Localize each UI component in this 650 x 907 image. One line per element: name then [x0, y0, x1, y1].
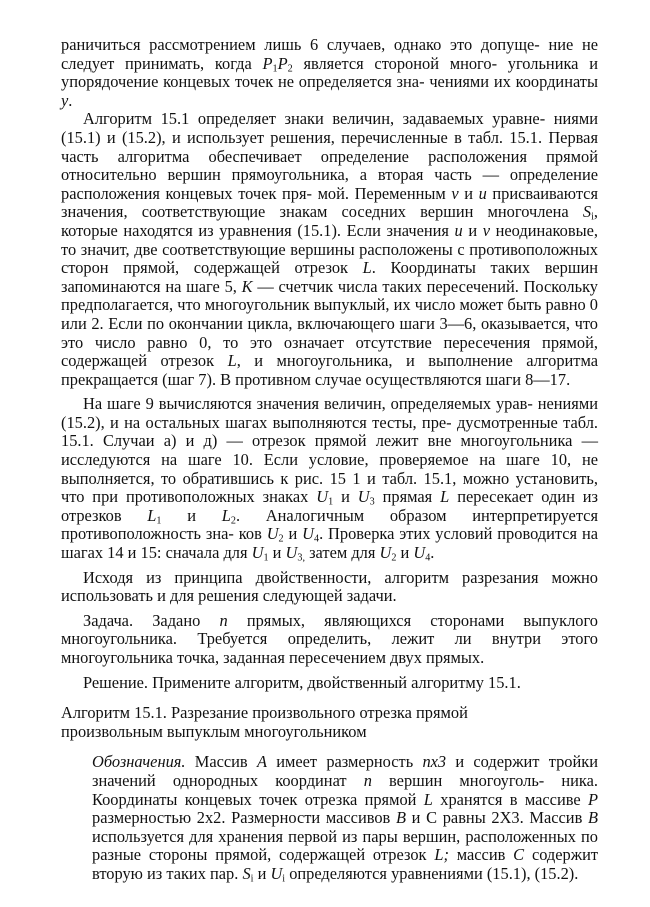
subscript-index: i — [282, 873, 286, 885]
italic-symbol: L — [362, 258, 372, 278]
italic-symbol: K — [241, 276, 253, 296]
italic-symbol: P — [262, 53, 273, 73]
italic-symbol: L — [227, 351, 237, 371]
subscript-index: 3, — [297, 552, 305, 564]
italic-symbol: S — [582, 202, 592, 222]
subscript-index: i — [591, 211, 594, 223]
paragraph-continuation: раничиться рассмотрением лишь 6 случаев, однако это допуще- ние не следует принимать, когда $P_1P_2$ является стороной много- угольника и упорядочение концевых точек не определяется зна- чениями их координаты y. — [61, 35, 598, 110]
italic-symbol: U — [251, 543, 264, 563]
subscript-index: 1 — [328, 496, 334, 508]
subscript-index: i — [250, 873, 254, 885]
italic-symbol: A — [256, 752, 267, 772]
italic-symbol: U — [270, 863, 283, 883]
subscript-index: 1 — [263, 552, 269, 564]
subscript-index: 1 — [156, 515, 162, 527]
subscript-index: 4 — [314, 533, 320, 545]
subscript-index: 2 — [278, 533, 284, 545]
italic-symbol: C — [513, 845, 525, 865]
italic-symbol: n — [363, 770, 372, 790]
italic-symbol: P — [588, 789, 599, 809]
italic-symbol: L — [423, 789, 433, 809]
subscript-index: 4 — [425, 552, 431, 564]
italic-symbol: nx3 — [422, 752, 447, 772]
italic-symbol: U — [379, 543, 392, 563]
body-text — [61, 36, 598, 692]
italic-symbol: y — [61, 90, 69, 110]
italic-symbol: Обозначения. — [92, 752, 186, 772]
paragraph-duality: Исходя из принципа двойственности, алгоритм разрезания можно использовать и для решения следующей задачи. — [61, 567, 598, 606]
italic-symbol: S — [242, 863, 251, 883]
paragraph-algorithm-description: Алгоритм 15.1 определяет знаки величин, задаваемых уравне- ниями (15.1) и (15.2), и использует решения, перечисленные в табл. 15.1. Первая часть алгоритма обеспечивает определение расположения прямой относительно вершин прямоугольника, а вторая часть — определение расположения концевых точек пря- мой. Переменным v и u присваиваются значения, соответствующие знакам соседних вершин многочлена $S_i$, которые находятся из уравнения (15.1). Если значения u и v неодинаковые, то значит, две соответствующие вершины расположены с противоположных сторон прямой, содержащей отрезок L. Координаты таких вершин запоминаются на шаге 5, K — счетчик числа таких пересечений. Поскольку предполагается, что многоугольник выпуклый, их число может быть равно 0 или 2. Если по окончании цикла, включающего шаги 3—6, оказывается, что это число равно 0, то это означает отсутствие пересечения прямой, содержащей отрезок L, и многоугольника, и выполнение алгоритма прекращается (шаг 7). В противном случае осуществляются шаги 8—17. — [61, 109, 598, 389]
caption-line-1: Алгоритм 15.1. Разрезание произвольного отрезка прямой — [61, 703, 468, 723]
paragraph-step-nine: На шаге 9 вычисляются значения величин, определяемых урав- нениями (15.2), и на остальных шагах выполняются тесты, пре- дусмотренные табл. 15.1. Случаи а) и д) — отрезок прямой лежит вне многоугольника — исследуются на шаге 10. Если условие, проверяемое на шаге 10, не выполняется, то обратившись к рис. 15 1 и табл. 15.1, можно установить, что при противоположных знаках $U_1$ и $U_3$ прямая L пересекает один из отрезков $L_1$ и $L_2$. Аналогичным образом интерпретируется противоположность зна- ков $U_2$ и $U_4$. Проверка этих условий проводится на шагах 14 и 15: сначала для $U_1$ и $U_{3,}$ затем для $U_2$ и $U_4$. — [61, 394, 599, 564]
paragraph-solution: Решение. Примените алгоритм, двойственный алгоритму 15.1. — [83, 672, 521, 692]
subscript-index: 2 — [230, 515, 236, 527]
italic-symbol: L; — [434, 845, 449, 865]
italic-symbol: U — [357, 487, 370, 507]
italic-symbol: n — [219, 610, 228, 630]
italic-symbol: B — [395, 808, 406, 828]
italic-symbol: L — [221, 505, 231, 525]
italic-symbol: u — [478, 183, 487, 203]
algorithm-caption — [61, 704, 598, 741]
italic-symbol: U — [302, 524, 314, 544]
italic-symbol: U — [266, 524, 279, 544]
subscript-index: 2 — [287, 63, 293, 75]
italic-symbol: P — [277, 53, 288, 73]
paragraph-problem: Задача. Задано n прямых, являющихся сторонами выпуклого многоугольника. Требуется определить, лежит ли внутри этого многоугольника точка, заданная пересечением двух прямых. — [61, 610, 598, 667]
subscript-index: 2 — [391, 552, 397, 564]
italic-symbol: U — [285, 543, 298, 563]
notation-paragraph: Обозначения. Массив A имеет размерность nx3 и содержит тройки значений однородных координат n вершин многоуголь- ника. Координаты концевых точек отрезка прямой L хранятся в массиве P размерностью 2х2. Размерности массивов B и С равны 2Х3. Массив B используется для хранения первой из пары вершин, расположенных по разные стороны прямой, содержащей отрезок L; массив C содержит вторую из таких пар. $S_i$ и $U_i$ определяются уравнениями (15.1), (15.2). — [92, 752, 599, 885]
subscript-index: 1 — [272, 63, 278, 75]
italic-symbol: v — [451, 183, 459, 203]
italic-symbol: u — [454, 220, 463, 240]
italic-symbol: B — [587, 808, 598, 828]
italic-symbol: L — [147, 505, 157, 525]
italic-symbol: v — [482, 220, 491, 240]
italic-symbol: L — [440, 487, 450, 507]
caption-line-2: произвольным выпуклым многоугольником — [61, 721, 367, 741]
italic-symbol: U — [413, 543, 426, 563]
italic-symbol: U — [316, 487, 329, 507]
subscript-index: 3 — [369, 496, 375, 508]
